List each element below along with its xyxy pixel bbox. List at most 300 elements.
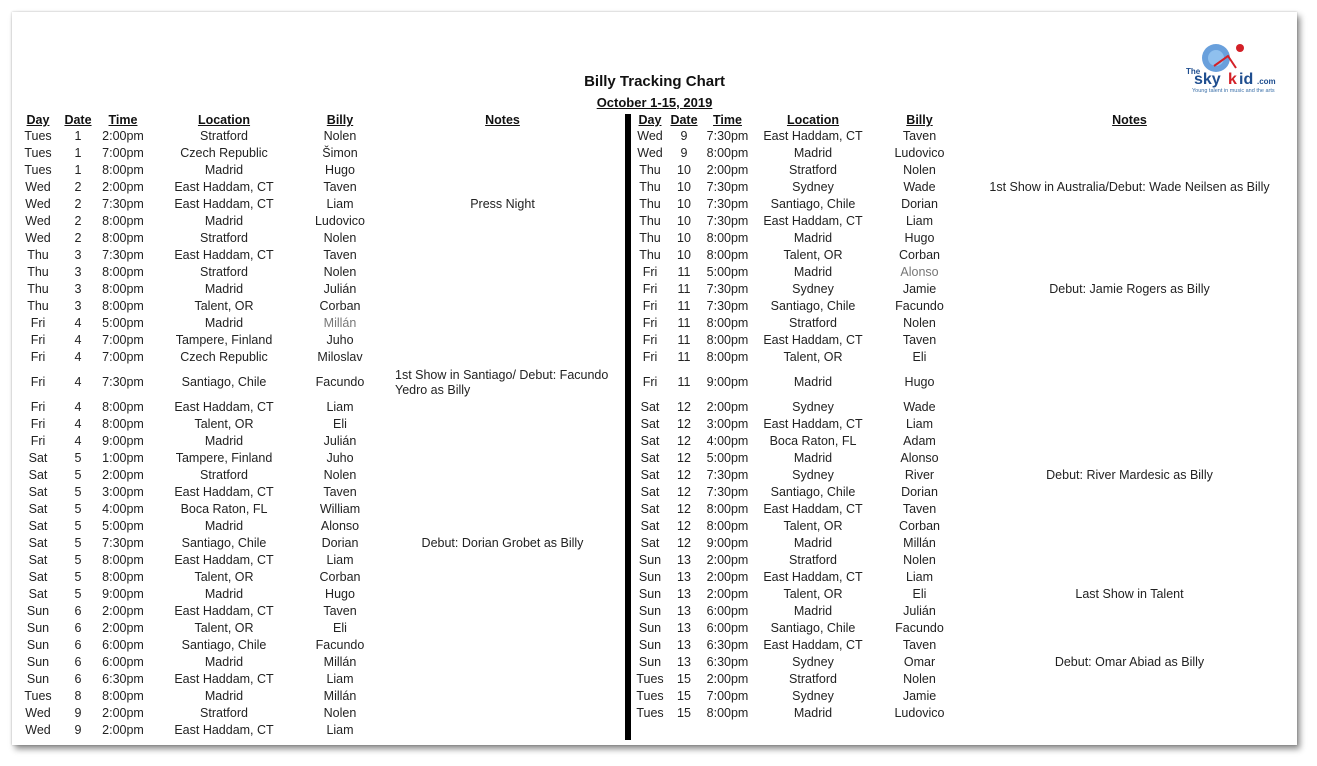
- cell-location: East Haddam, CT: [763, 570, 863, 584]
- cell-billy: Julián: [903, 604, 936, 618]
- cell-date: 12: [677, 417, 691, 431]
- cell-time: 7:30pm: [102, 536, 144, 550]
- cell-billy: Taven: [902, 638, 937, 652]
- cell-billy: Nolen: [903, 672, 936, 686]
- cell-billy: Liam: [905, 214, 934, 228]
- cell-time: 2:00pm: [102, 180, 144, 194]
- cell-day: Fri: [30, 316, 46, 330]
- cell-time: 2:00pm: [102, 621, 144, 635]
- cell-date: 6: [74, 621, 82, 635]
- cell-location: Talent, OR: [783, 519, 843, 533]
- cell-date: 3: [74, 265, 82, 279]
- cell-time: 8:00pm: [706, 248, 749, 262]
- cell-day: Fri: [642, 375, 658, 389]
- cell-billy: Alonso: [900, 451, 939, 465]
- cell-day: Sun: [26, 604, 50, 618]
- cell-time: 7:00pm: [102, 146, 144, 160]
- cell-day: Fri: [30, 350, 46, 364]
- cell-billy: Juho: [326, 333, 354, 347]
- cell-time: 2:00pm: [102, 604, 144, 618]
- cell-billy: Julián: [323, 434, 357, 448]
- cell-billy: Nolen: [903, 553, 936, 567]
- cell-billy: Hugo: [904, 231, 935, 245]
- cell-time: 8:00pm: [102, 163, 144, 177]
- cell-location: Santiago, Chile: [770, 299, 856, 313]
- cell-date: 10: [677, 180, 691, 194]
- svg-text:id: id: [1239, 71, 1254, 88]
- cell-date: 1: [74, 129, 82, 143]
- cell-time: 8:00pm: [102, 417, 144, 431]
- cell-day: Sat: [28, 451, 48, 465]
- cell-billy: Adam: [903, 434, 936, 448]
- header-date: Date: [670, 113, 698, 127]
- cell-billy: Nolen: [323, 468, 357, 482]
- cell-time: 8:00pm: [706, 316, 749, 330]
- cell-date: 2: [74, 197, 82, 211]
- cell-day: Sun: [638, 621, 662, 635]
- cell-date: 10: [677, 248, 691, 262]
- cell-notes: 1st Show in Australia/Debut: Wade Neilsen as Billy: [989, 180, 1270, 194]
- header-notes: Notes: [485, 113, 520, 127]
- header-time: Time: [713, 113, 742, 127]
- cell-time: 6:30pm: [102, 672, 144, 686]
- cell-time: 9:00pm: [706, 375, 749, 389]
- cell-time: 8:00pm: [102, 400, 144, 414]
- cell-day: Fri: [30, 333, 46, 347]
- cell-billy: Taven: [323, 248, 357, 262]
- cell-day: Sat: [28, 468, 48, 482]
- cell-day: Fri: [642, 299, 658, 313]
- cell-day: Fri: [642, 350, 658, 364]
- cell-location: East Haddam, CT: [174, 723, 274, 737]
- cell-billy: Wade: [903, 400, 936, 414]
- cell-notes: Debut: Jamie Rogers as Billy: [1049, 282, 1210, 296]
- cell-billy: Facundo: [315, 375, 365, 389]
- cell-billy: Nolen: [323, 231, 357, 245]
- cell-date: 15: [677, 672, 691, 686]
- cell-billy: Omar: [903, 655, 936, 669]
- cell-location: Talent, OR: [194, 417, 254, 431]
- cell-time: 8:00pm: [706, 706, 749, 720]
- cell-location: Madrid: [793, 604, 833, 618]
- cell-time: 8:00pm: [706, 502, 749, 516]
- cell-billy: Taven: [323, 180, 357, 194]
- cell-time: 5:00pm: [706, 265, 749, 279]
- cell-location: East Haddam, CT: [763, 417, 863, 431]
- cell-billy: Corban: [319, 570, 361, 584]
- cell-date: 2: [74, 214, 82, 228]
- cell-date: 12: [677, 519, 691, 533]
- cell-date: 11: [677, 265, 691, 279]
- cell-notes: Debut: Dorian Grobet as Billy: [421, 536, 584, 550]
- cell-time: 2:00pm: [102, 129, 144, 143]
- cell-billy: Hugo: [325, 163, 355, 177]
- cell-location: Madrid: [204, 214, 244, 228]
- cell-day: Sat: [28, 485, 48, 499]
- cell-notes: Debut: River Mardesic as Billy: [1046, 468, 1213, 482]
- header-notes: Notes: [1112, 113, 1147, 127]
- cell-date: 1: [74, 163, 82, 177]
- cell-billy: Corban: [319, 299, 361, 313]
- cell-time: 7:30pm: [102, 197, 144, 211]
- cell-location: Madrid: [204, 587, 244, 601]
- cell-location: Madrid: [204, 519, 244, 533]
- cell-day: Sun: [638, 604, 662, 618]
- cell-location: East Haddam, CT: [174, 672, 274, 686]
- cell-date: 5: [74, 570, 82, 584]
- cell-time: 5:00pm: [706, 451, 749, 465]
- cell-day: Tues: [24, 146, 52, 160]
- cell-time: 7:30pm: [706, 129, 749, 143]
- cell-date: 11: [677, 299, 691, 313]
- cell-day: Thu: [639, 180, 661, 194]
- cell-time: 8:00pm: [102, 570, 144, 584]
- cell-date: 15: [677, 706, 691, 720]
- cell-date: 12: [677, 468, 691, 482]
- cell-day: Fri: [642, 316, 658, 330]
- cell-date: 9: [74, 706, 82, 720]
- cell-time: 8:00pm: [706, 231, 749, 245]
- header-day: Day: [638, 113, 662, 127]
- cell-location: Stratford: [200, 129, 248, 143]
- cell-day: Sat: [28, 553, 48, 567]
- cell-location: Sydney: [792, 400, 834, 414]
- cell-date: 8: [74, 689, 82, 703]
- cell-location: Santiago, Chile: [770, 485, 856, 499]
- cell-notes: Last Show in Talent: [1075, 587, 1184, 601]
- cell-day: Thu: [639, 248, 661, 262]
- cell-date: 10: [677, 231, 691, 245]
- cell-day: Thu: [27, 265, 49, 279]
- cell-time: 8:00pm: [102, 282, 144, 296]
- cell-day: Tues: [24, 689, 52, 703]
- cell-date: 9: [680, 129, 688, 143]
- cell-date: 9: [680, 146, 688, 160]
- cell-billy: Dorian: [901, 485, 938, 499]
- cell-location: Sydney: [792, 655, 834, 669]
- cell-date: 10: [677, 197, 691, 211]
- cell-time: 7:30pm: [102, 375, 144, 389]
- cell-billy: Hugo: [904, 375, 935, 389]
- cell-location: Talent, OR: [194, 621, 254, 635]
- cell-day: Wed: [25, 706, 51, 720]
- cell-location: Madrid: [793, 536, 833, 550]
- cell-location: Santiago, Chile: [770, 197, 856, 211]
- cell-day: Thu: [27, 248, 49, 262]
- cell-day: Sun: [638, 587, 662, 601]
- cell-day: Wed: [25, 231, 51, 245]
- cell-time: 2:00pm: [706, 570, 749, 584]
- cell-notes: Press Night: [470, 197, 535, 211]
- cell-billy: Facundo: [895, 621, 944, 635]
- cell-day: Sat: [640, 417, 660, 431]
- cell-time: 2:00pm: [706, 672, 749, 686]
- cell-location: East Haddam, CT: [174, 248, 274, 262]
- cell-location: Boca Raton, FL: [180, 502, 268, 516]
- cell-time: 8:00pm: [102, 689, 144, 703]
- cell-location: Stratford: [789, 316, 837, 330]
- cell-billy: Liam: [326, 672, 354, 686]
- cell-day: Fri: [642, 265, 658, 279]
- cell-time: 7:30pm: [706, 197, 749, 211]
- cell-billy: Millán: [323, 689, 357, 703]
- cell-time: 8:00pm: [102, 231, 144, 245]
- cell-location: East Haddam, CT: [763, 214, 863, 228]
- cell-time: 7:30pm: [706, 282, 749, 296]
- cell-location: Madrid: [793, 146, 833, 160]
- cell-billy: Liam: [326, 553, 354, 567]
- cell-time: 2:00pm: [102, 468, 144, 482]
- cell-day: Sun: [26, 638, 50, 652]
- cell-billy: Dorian: [321, 536, 359, 550]
- cell-billy: Taven: [323, 485, 357, 499]
- cell-location: Santiago, Chile: [181, 536, 267, 550]
- cell-date: 13: [677, 553, 691, 567]
- cell-time: 2:00pm: [706, 587, 749, 601]
- header-date: Date: [64, 113, 92, 127]
- cell-day: Fri: [30, 434, 46, 448]
- cell-time: 2:00pm: [706, 400, 749, 414]
- cell-billy: Millán: [903, 536, 936, 550]
- cell-billy: Liam: [326, 400, 354, 414]
- header-location: Location: [786, 113, 840, 127]
- cell-billy: Eli: [333, 621, 347, 635]
- cell-location: Madrid: [204, 316, 244, 330]
- cell-time: 2:00pm: [102, 706, 144, 720]
- cell-notes: Debut: Omar Abiad as Billy: [1054, 655, 1205, 669]
- cell-billy: Eli: [333, 417, 347, 431]
- header-billy: Billy: [326, 113, 354, 127]
- cell-day: Tues: [24, 163, 52, 177]
- cell-day: Sun: [26, 672, 50, 686]
- cell-time: 7:30pm: [706, 299, 749, 313]
- cell-billy: Juho: [326, 451, 354, 465]
- cell-date: 4: [74, 316, 82, 330]
- cell-date: 5: [74, 485, 82, 499]
- cell-date: 5: [74, 553, 82, 567]
- cell-date: 13: [677, 655, 691, 669]
- header-time: Time: [108, 113, 138, 127]
- cell-location: East Haddam, CT: [174, 553, 274, 567]
- cell-location: Talent, OR: [194, 299, 254, 313]
- svg-text:.com: .com: [1257, 77, 1276, 86]
- cell-day: Sat: [640, 536, 660, 550]
- cell-day: Fri: [642, 333, 658, 347]
- cell-location: Santiago, Chile: [181, 638, 267, 652]
- cell-day: Sat: [28, 502, 48, 516]
- cell-location: East Haddam, CT: [763, 638, 863, 652]
- cell-date: 5: [74, 451, 82, 465]
- cell-location: Czech Republic: [180, 146, 268, 160]
- cell-date: 13: [677, 638, 691, 652]
- cell-time: 2:00pm: [706, 163, 749, 177]
- cell-day: Wed: [637, 146, 663, 160]
- header-billy: Billy: [906, 113, 933, 127]
- cell-location: Madrid: [204, 689, 244, 703]
- cell-time: 8:00pm: [706, 350, 749, 364]
- cell-day: Sun: [26, 655, 50, 669]
- cell-day: Sat: [28, 536, 48, 550]
- logo-tagline: Young talent in music and the arts: [1192, 88, 1275, 94]
- cell-day: Sat: [640, 468, 660, 482]
- cell-location: Stratford: [200, 265, 248, 279]
- cell-date: 5: [74, 536, 82, 550]
- cell-billy: Jamie: [902, 282, 937, 296]
- cell-date: 12: [677, 536, 691, 550]
- cell-location: Tampere, Finland: [175, 333, 273, 347]
- cell-location: Stratford: [789, 553, 837, 567]
- cell-day: Sat: [640, 519, 660, 533]
- cell-time: 8:00pm: [706, 146, 749, 160]
- cell-location: Stratford: [789, 163, 837, 177]
- cell-billy: Liam: [326, 723, 354, 737]
- cell-billy: Taven: [902, 333, 937, 347]
- cell-day: Sun: [26, 621, 50, 635]
- cell-day: Sat: [28, 587, 48, 601]
- cell-location: Madrid: [793, 375, 833, 389]
- cell-billy: Ludovico: [894, 706, 945, 720]
- cell-location: Stratford: [200, 706, 248, 720]
- cell-time: 6:00pm: [706, 621, 749, 635]
- cell-day: Sat: [640, 485, 660, 499]
- cell-day: Sun: [638, 638, 662, 652]
- cell-day: Thu: [639, 231, 661, 245]
- cell-billy: Alonso: [900, 265, 939, 279]
- cell-location: Madrid: [204, 163, 244, 177]
- cell-day: Sat: [640, 451, 660, 465]
- cell-billy: Ludovico: [894, 146, 945, 160]
- cell-date: 3: [74, 248, 82, 262]
- cell-billy: Wade: [903, 180, 936, 194]
- cell-billy: Hugo: [325, 587, 355, 601]
- cell-time: 4:00pm: [706, 434, 749, 448]
- cell-location: East Haddam, CT: [174, 604, 274, 618]
- cell-day: Sat: [28, 519, 48, 533]
- cell-time: 8:00pm: [102, 553, 144, 567]
- cell-date: 12: [677, 400, 691, 414]
- cell-time: 2:00pm: [706, 553, 749, 567]
- cell-location: Talent, OR: [783, 587, 843, 601]
- cell-billy: Millán: [323, 655, 357, 669]
- cell-location: Boca Raton, FL: [769, 434, 857, 448]
- cell-time: 5:00pm: [102, 316, 144, 330]
- cell-time: 6:00pm: [706, 604, 749, 618]
- cell-location: Madrid: [204, 434, 244, 448]
- cell-location: Talent, OR: [783, 350, 843, 364]
- cell-billy: Taven: [902, 129, 937, 143]
- cell-date: 3: [74, 282, 82, 296]
- cell-billy: Šimon: [322, 146, 358, 160]
- cell-location: East Haddam, CT: [174, 485, 274, 499]
- logo-graphic-icon: [1184, 38, 1288, 88]
- cell-date: 6: [74, 604, 82, 618]
- cell-time: 8:00pm: [706, 333, 749, 347]
- cell-time: 8:00pm: [102, 214, 144, 228]
- cell-day: Sun: [638, 655, 662, 669]
- cell-date: 11: [677, 350, 691, 364]
- cell-time: 5:00pm: [102, 519, 144, 533]
- cell-time: 6:30pm: [706, 655, 749, 669]
- cell-time: 6:00pm: [102, 638, 144, 652]
- cell-day: Sat: [640, 400, 660, 414]
- header-day: Day: [26, 113, 50, 127]
- cell-day: Thu: [639, 197, 661, 211]
- cell-location: Stratford: [789, 672, 837, 686]
- cell-time: 7:30pm: [706, 180, 749, 194]
- cell-location: Sydney: [792, 282, 834, 296]
- cell-location: East Haddam, CT: [763, 502, 863, 516]
- cell-location: Stratford: [200, 231, 248, 245]
- cell-location: Madrid: [793, 231, 833, 245]
- cell-day: Tues: [636, 706, 664, 720]
- cell-date: 12: [677, 502, 691, 516]
- cell-date: 6: [74, 672, 82, 686]
- cell-day: Wed: [25, 197, 51, 211]
- cell-billy: Eli: [912, 350, 927, 364]
- cell-billy: Taven: [902, 502, 937, 516]
- cell-time: 1:00pm: [102, 451, 144, 465]
- svg-text:sky: sky: [1194, 71, 1221, 88]
- cell-day: Wed: [25, 723, 51, 737]
- cell-time: 8:00pm: [706, 519, 749, 533]
- cell-billy: Liam: [326, 197, 354, 211]
- cell-billy: Nolen: [323, 706, 357, 720]
- cell-billy: Miloslav: [317, 350, 363, 364]
- cell-day: Thu: [27, 299, 49, 313]
- cell-date: 10: [677, 163, 691, 177]
- cell-day: Tues: [636, 689, 664, 703]
- cell-date: 5: [74, 587, 82, 601]
- cell-billy: Ludovico: [314, 214, 366, 228]
- cell-time: 7:00pm: [706, 689, 749, 703]
- cell-time: 6:30pm: [706, 638, 749, 652]
- cell-location: Madrid: [204, 282, 244, 296]
- cell-billy: Julián: [323, 282, 357, 296]
- cell-location: Madrid: [793, 451, 833, 465]
- cell-location: Santiago, Chile: [770, 621, 856, 635]
- cell-time: 9:00pm: [706, 536, 749, 550]
- cell-location: Talent, OR: [194, 570, 254, 584]
- cell-billy: Facundo: [315, 638, 365, 652]
- cell-date: 3: [74, 299, 82, 313]
- cell-billy: Facundo: [895, 299, 944, 313]
- cell-date: 13: [677, 621, 691, 635]
- cell-day: Thu: [27, 282, 49, 296]
- cell-billy: William: [319, 502, 361, 516]
- cell-location: Tampere, Finland: [175, 451, 273, 465]
- cell-day: Tues: [24, 129, 52, 143]
- cell-day: Wed: [25, 214, 51, 228]
- cell-location: Madrid: [204, 655, 244, 669]
- cell-date: 10: [677, 214, 691, 228]
- cell-date: 4: [74, 333, 82, 347]
- cell-day: Tues: [636, 672, 664, 686]
- cell-day: Fri: [30, 375, 46, 389]
- cell-date: 4: [74, 400, 82, 414]
- theskykid-logo: [1184, 38, 1288, 102]
- cell-location: East Haddam, CT: [763, 129, 863, 143]
- cell-time: 9:00pm: [102, 587, 144, 601]
- cell-billy: Jamie: [902, 689, 937, 703]
- cell-day: Thu: [639, 214, 661, 228]
- cell-location: Stratford: [200, 468, 248, 482]
- cell-day: Sat: [28, 570, 48, 584]
- cell-date: 5: [74, 519, 82, 533]
- cell-location: East Haddam, CT: [763, 333, 863, 347]
- cell-date: 13: [677, 587, 691, 601]
- cell-day: Sat: [640, 434, 660, 448]
- cell-notes: 1st Show in Santiago/ Debut: Facundo Yedro as Billy: [395, 368, 609, 397]
